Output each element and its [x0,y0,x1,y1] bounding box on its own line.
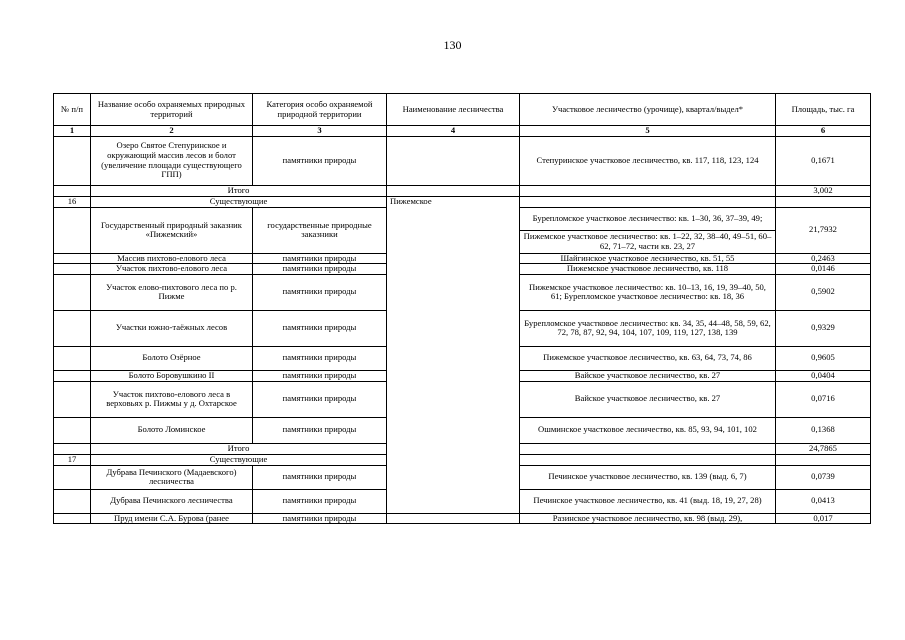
cell-forestry [387,185,520,196]
cell-district: Разинское участковое лесничество, кв. 98 (выд. 29), [520,513,776,524]
cell-number [54,136,91,185]
section-number: 16 [54,196,91,207]
cell-number [54,443,91,454]
column-number: 1 [54,126,91,137]
cell-forestry [387,207,520,513]
cell-category: памятники природы [253,417,387,443]
cell-forestry [387,136,520,185]
cell-district: Пижемское участковое лесничество, кв. 63, 64, 73, 74, 86 [520,346,776,370]
header-name: Название особо охраняемых природных территорий [91,94,253,126]
cell-category: памятники природы [253,465,387,489]
cell-name: Пруд имени С.А. Бурова (ранее [91,513,253,524]
column-number: 6 [776,126,871,137]
cell-district [520,196,776,207]
cell-area: 0,1368 [776,417,871,443]
total-label: Итого [91,443,387,454]
total-label: Итого [91,185,387,196]
cell-district: Вайское участковое лесничество, кв. 27 [520,381,776,417]
table-row [54,136,871,185]
cell-district: Печинское участковое лесничество, кв. 139 (выд. 6, 7) [520,465,776,489]
cell-category: памятники природы [253,370,387,381]
column-number: 2 [91,126,253,137]
cell-area: 0,2463 [776,253,871,264]
total-area: 24,7865 [776,443,871,454]
column-number: 5 [520,126,776,137]
cell-district [520,185,776,196]
cell-number [54,381,91,417]
header-number: № п/п [54,94,91,126]
cell-district: Бурепломское участковое лесничество: кв. 34, 35, 44–48, 58, 59, 62, 72, 78, 87, 92, 94, 104, 107, 109, 119, 127, 138, 139 [520,310,776,346]
cell-area [776,196,871,207]
cell-category: памятники природы [253,513,387,524]
cell-category: памятники природы [253,264,387,275]
section-row [54,196,871,207]
cell-district: Пижемское участковое лесничество: кв. 10–13, 16, 19, 39–40, 50, 61; Бурепломское участковое лесничество: кв. 18, 36 [520,274,776,310]
cell-area: 0,9605 [776,346,871,370]
cell-number [54,253,91,264]
header-category: Категория особо охраняемой природной территории [253,94,387,126]
cell-name: Участок пихтово-елового леса [91,264,253,275]
cell-category: памятники природы [253,381,387,417]
cell-forestry [387,513,520,524]
cell-category: памятники природы [253,274,387,310]
cell-name: Озеро Святое Степуринское и окружающий массив лесов и болот (увеличение площади существующего ГПП) [91,136,253,185]
header-district: Участковое лесничество (урочище), квартал/выдел* [520,94,776,126]
cell-district: Вайское участковое лесничество, кв. 27 [520,370,776,381]
cell-category: памятники природы [253,346,387,370]
cell-name: Участок елово-пихтового леса по р. Пижме [91,274,253,310]
cell-name: Дубрава Печинского (Мадаевского) лесничества [91,465,253,489]
table-row [54,207,871,230]
cell-district: Бурепломское участковое лесничество: кв. 1–30, 36, 37–39, 49; [520,207,776,230]
cell-area: 0,0739 [776,465,871,489]
cell-district: Пижемское участковое лесничество: кв. 1–22, 32, 38–40, 49–51, 60–62, 71–72, части кв. 23, 27 [520,230,776,253]
cell-area: 0,017 [776,513,871,524]
cell-area: 0,5902 [776,274,871,310]
cell-area: 0,1671 [776,136,871,185]
cell-district: Ошминское участковое лесничество, кв. 85, 93, 94, 101, 102 [520,417,776,443]
cell-number [54,489,91,513]
cell-area: 0,0146 [776,264,871,275]
cell-district [520,454,776,465]
cell-number [54,207,91,253]
cell-name: Участки южно-таёжных лесов [91,310,253,346]
cell-category: памятники природы [253,489,387,513]
header-area: Площадь, тыс. га [776,94,871,126]
cell-name: Дубрава Печинского лесничества [91,489,253,513]
column-numbers-row [54,126,871,137]
cell-name: Болото Ломинское [91,417,253,443]
column-number: 3 [253,126,387,137]
cell-area: 0,9329 [776,310,871,346]
cell-name: Болото Озёрное [91,346,253,370]
cell-area: 0,0404 [776,370,871,381]
page-number: 130 [443,38,462,52]
protected-areas-table [53,93,871,524]
cell-number [54,465,91,489]
cell-category: государственные природные заказники [253,207,387,253]
cell-name: Участок пихтово-елового леса в верховьях р. Пижмы у д. Охтарское [91,381,253,417]
column-number: 4 [387,126,520,137]
cell-number [54,417,91,443]
cell-district [520,443,776,454]
section-forestry: Пижемское [387,196,520,207]
section-number: 17 [54,454,91,465]
cell-category: памятники природы [253,136,387,185]
cell-category: памятники природы [253,253,387,264]
cell-name: Массив пихтово-елового леса [91,253,253,264]
table-row [54,513,871,524]
total-area: 3,002 [776,185,871,196]
cell-district: Шайгинское участковое лесничество, кв. 51, 55 [520,253,776,264]
section-label: Существующие [91,454,387,465]
cell-area: 0,0413 [776,489,871,513]
cell-number [54,185,91,196]
cell-category: памятники природы [253,310,387,346]
section-label: Существующие [91,196,387,207]
cell-number [54,310,91,346]
cell-area [776,454,871,465]
table-header-row [54,94,871,126]
cell-number [54,274,91,310]
cell-number [54,513,91,524]
total-row [54,185,871,196]
cell-district: Печинское участковое лесничество, кв. 41 (выд. 18, 19, 27, 28) [520,489,776,513]
cell-district: Пижемское участковое лесничество, кв. 118 [520,264,776,275]
cell-area: 0,0716 [776,381,871,417]
cell-number [54,346,91,370]
cell-area: 21,7932 [776,207,871,253]
header-forestry: Наименование лесничества [387,94,520,126]
cell-district: Степуринское участковое лесничество, кв. 117, 118, 123, 124 [520,136,776,185]
cell-name: Болото Боровушкино II [91,370,253,381]
cell-number [54,370,91,381]
cell-name: Государственный природный заказник «Пижемский» [91,207,253,253]
cell-number [54,264,91,275]
